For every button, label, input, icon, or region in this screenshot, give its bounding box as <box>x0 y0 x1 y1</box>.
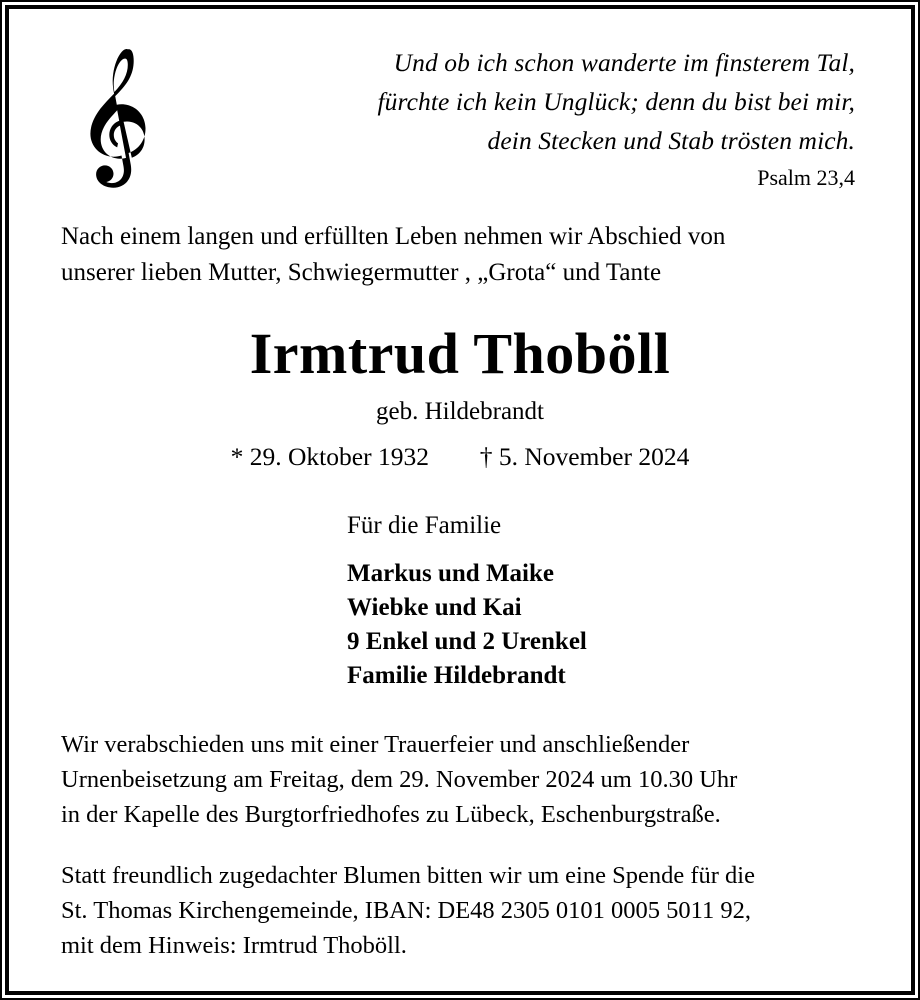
birth-date: 29. Oktober 1932 <box>249 442 429 471</box>
service-details <box>61 727 859 832</box>
service-line: in der Kapelle des Burgtorfriedhofes zu Lübeck, Eschenburgstraße. <box>61 801 721 828</box>
maiden-name: geb. Hildebrandt <box>375 398 544 425</box>
family-member: 9 Enkel und 2 Urenkel <box>347 628 587 655</box>
intro-paragraph <box>61 219 859 291</box>
death-symbol: † <box>479 442 493 471</box>
service-line: Urnenbeisetzung am Freitag, dem 29. November 2024 um 10.30 Uhr <box>61 766 738 793</box>
treble-clef-icon <box>61 43 181 195</box>
family-list <box>347 557 859 693</box>
family-member: Wiebke und Kai <box>347 594 522 621</box>
scripture-line: fürchte ich kein Unglück; denn du bist bei mir, <box>377 87 855 116</box>
life-dates <box>61 437 859 477</box>
family-member: Markus und Maike <box>347 560 554 587</box>
service-line: Wir verabschieden uns mit einer Trauerfeier und anschließender <box>61 731 690 758</box>
scripture-header <box>61 43 859 195</box>
deceased-name-block <box>61 321 859 477</box>
deceased-name: Irmtrud Thoböll <box>249 321 671 386</box>
birth-symbol: * <box>230 442 244 471</box>
donation-line: Statt freundlich zugedachter Blumen bitten wir um eine Spende für die <box>61 862 755 889</box>
death-date: 5. November 2024 <box>498 442 690 471</box>
family-member: Familie Hildebrandt <box>347 662 566 689</box>
family-block <box>61 509 859 693</box>
scripture-quote <box>181 43 859 194</box>
intro-line: Nach einem langen und erfüllten Leben nehmen wir Abschied von <box>61 223 726 250</box>
scripture-line: dein Stecken und Stab trösten mich. <box>487 126 855 155</box>
obituary-notice-inner-frame <box>5 5 915 995</box>
scripture-line: Und ob ich schon wanderte im finsterem Tal, <box>393 48 855 77</box>
scripture-source: Psalm 23,4 <box>757 165 855 190</box>
donation-request <box>61 858 859 963</box>
donation-line: St. Thomas Kirchengemeinde, IBAN: DE48 2305 0101 0005 5011 92, <box>61 897 752 924</box>
donation-line: mit dem Hinweis: Irmtrud Thoböll. <box>61 932 407 959</box>
family-heading: Für die Familie <box>347 512 502 539</box>
intro-line: unserer lieben Mutter, Schwiegermutter , „Grota“ und Tante <box>61 259 662 286</box>
obituary-notice <box>9 9 911 991</box>
